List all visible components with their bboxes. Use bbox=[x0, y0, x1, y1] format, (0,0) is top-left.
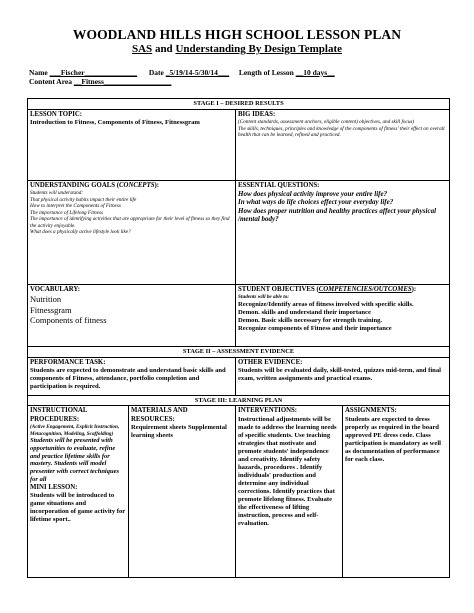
stage1-row-vocab bbox=[28, 284, 450, 346]
stage2-row bbox=[28, 357, 450, 395]
objective-item: Recognize components of Fitness and their importance bbox=[238, 324, 392, 332]
meta-line-1 bbox=[29, 68, 335, 77]
stage1-heading-row bbox=[28, 99, 450, 110]
meta-line-2 bbox=[29, 77, 171, 86]
big-ideas-label: BIG IDEAS: bbox=[238, 110, 276, 118]
vocabulary-cell bbox=[28, 284, 236, 346]
understanding-item: The importance of Lifelong Fitness bbox=[30, 209, 103, 216]
understanding-goals-heading bbox=[30, 182, 233, 190]
instructional-text: Students will be presented with opportunities to evaluate, refine and practice lifetime skills for mastery. Students will model presenter with correct techniques for all bbox=[30, 437, 120, 483]
vocabulary-item: Fitnessgram bbox=[30, 304, 72, 315]
subtitle-sas: SAS bbox=[132, 43, 153, 55]
materials-label: MATERIALS AND RESOURCES: bbox=[131, 407, 188, 423]
understanding-item: Students will understand: bbox=[30, 190, 84, 197]
student-objectives-cell bbox=[236, 284, 450, 346]
student-objectives-heading bbox=[238, 286, 447, 294]
big-ideas-cell bbox=[236, 109, 450, 180]
instructional-hint: (Active Engagement, Explicit Instruction, Metacognition, Modeling, Scaffolding) bbox=[30, 424, 120, 437]
essential-question: How does physical activity improve your entire life? bbox=[238, 190, 388, 199]
interventions-text: Instructional adjustments will be made to address the learning needs of specific students. Use teaching strategies that motivate and promote students' independence and creativity. Identify safety hazards, procedures . Identify individuals' production and determine any individual corrections. Identify practices that promote lifelong fitness. Evaluate the effectiveness of lifting instruction, process and self-evaluation. bbox=[238, 415, 337, 528]
vocabulary-label: VOCABULARY: bbox=[30, 285, 80, 293]
other-evidence-label: OTHER EVIDENCE: bbox=[238, 358, 303, 366]
performance-task-text: Students are expected to demonstrate and understand basic skills and components of Fitness, attendance, portfolio completion and participation is required. bbox=[30, 366, 226, 390]
interventions-cell bbox=[236, 406, 343, 578]
essential-question: How does proper nutrition and healthy practices affect your physical /mental body? bbox=[238, 206, 437, 224]
big-ideas-hint: (Content standards, assessment anchors, eligible content) objectives, and skill focus) bbox=[238, 119, 415, 126]
date-label: Date bbox=[148, 68, 164, 77]
lesson-topic-label: LESSON TOPIC: bbox=[30, 110, 83, 118]
objective-item: Recognize/Identify areas of fitness involved with specific skills. bbox=[238, 300, 414, 308]
stage1-row-goals bbox=[28, 180, 450, 284]
interventions-label: INTERVENTIONS: bbox=[238, 407, 298, 415]
other-evidence-cell bbox=[236, 357, 450, 395]
document-subtitle bbox=[0, 43, 474, 55]
essential-questions-cell bbox=[236, 180, 450, 284]
lesson-plan-table bbox=[27, 98, 450, 578]
understanding-concepts-label: CONCEPTS bbox=[119, 181, 155, 189]
student-objectives-close: ): bbox=[411, 285, 417, 293]
materials-cell bbox=[129, 406, 236, 578]
name-label: Name bbox=[29, 68, 48, 77]
stage2-heading-row bbox=[28, 346, 450, 357]
content-area-value: __Fitness__________________ bbox=[73, 77, 172, 86]
assignments-cell bbox=[343, 406, 450, 578]
objective-item: Demon. skills and understand their importance bbox=[238, 308, 371, 316]
length-label: Length of Lesson bbox=[238, 68, 294, 77]
vocabulary-item: Nutrition bbox=[30, 294, 62, 305]
name-value: ___Fischer______________ bbox=[49, 68, 138, 77]
vocabulary-item: Components of fitness bbox=[30, 315, 107, 326]
stage1-row-topic bbox=[28, 109, 450, 180]
subtitle-and: and bbox=[152, 43, 176, 55]
instructional-procedures-cell bbox=[28, 406, 129, 578]
performance-task-label: PERFORMANCE TASK: bbox=[30, 358, 106, 366]
materials-text: Requirement sheets Supplemental learning sheets bbox=[131, 424, 227, 440]
big-ideas-text: The skills, techniques, principles and knowledge of the components of fitness' their effect on overall health that can be learned, refined and practiced. bbox=[238, 125, 445, 139]
understanding-item: The importance of identifying activities that are appropriate for their level of fitness so they find the activity enjoyable. bbox=[30, 216, 230, 229]
performance-task-cell bbox=[28, 357, 236, 395]
essential-question: In what ways do life choices effect your everyday life? bbox=[238, 198, 394, 207]
stage2-heading: STAGE II – ASSESSMENT EVIDENCE bbox=[28, 346, 450, 357]
length-value: __10 days__ bbox=[295, 68, 335, 77]
lesson-topic-cell bbox=[28, 109, 236, 180]
subtitle-template: Understanding By Design Template bbox=[175, 43, 342, 55]
understanding-goals-close: ): bbox=[154, 181, 160, 189]
objectives-intro: Students will be able to: bbox=[238, 294, 290, 301]
essential-questions-label: ESSENTIAL QUESTIONS: bbox=[238, 181, 320, 189]
student-objectives-label: STUDENT OBJECTIVES ( bbox=[238, 285, 319, 293]
lesson-topic-value: Introduction to Fitness, Components of Fitness, Fitnessgram bbox=[30, 119, 200, 127]
understanding-item: How to interpret the Components of Fitness bbox=[30, 203, 121, 210]
competencies-label: COMPETENCIES/OUTCOMES bbox=[318, 285, 412, 293]
understanding-item: What does a physically active lifestyle look like? bbox=[30, 229, 131, 236]
stage3-heading: STAGE III: LEARNING PLAN bbox=[28, 395, 450, 406]
stage1-heading: STAGE I – DESIRED RESULTS bbox=[28, 99, 450, 110]
objective-item: Demon. Basic skills necessary for strength training. bbox=[238, 316, 383, 324]
mini-lesson-text: Students will be introduced to game situations and incorporation of game activity for lifetime sport.. bbox=[30, 492, 126, 524]
stage3-heading-row bbox=[28, 395, 450, 406]
understanding-item: That physical activity habits impact their entire life bbox=[30, 196, 137, 203]
understanding-goals-label: UNDERSTANDING GOALS ( bbox=[30, 181, 119, 189]
content-area-label: Content Area bbox=[29, 77, 72, 86]
assignments-text: Students are expected to dress properly as required in the board approved PE dress code. Class participation is mandatory as well as documentation of performance for each class. bbox=[345, 415, 441, 463]
assignments-label: ASSIGNMENTS: bbox=[345, 407, 397, 415]
date-value: _5/19/14-5/30/14___ bbox=[165, 68, 230, 77]
instructional-procedures-label: INSTRUCTIONAL PROCEDURES: bbox=[30, 407, 88, 423]
understanding-goals-cell bbox=[28, 180, 236, 284]
document-title: WOODLAND HILLS HIGH SCHOOL LESSON PLAN bbox=[72, 27, 402, 42]
stage3-row bbox=[28, 406, 450, 578]
mini-lesson-label: MINI LESSON: bbox=[30, 483, 78, 491]
other-evidence-text: Students will be evaluated daily, skill-tested, quizzes mid-term, and final exam, written assignments and practical exams. bbox=[238, 366, 441, 382]
